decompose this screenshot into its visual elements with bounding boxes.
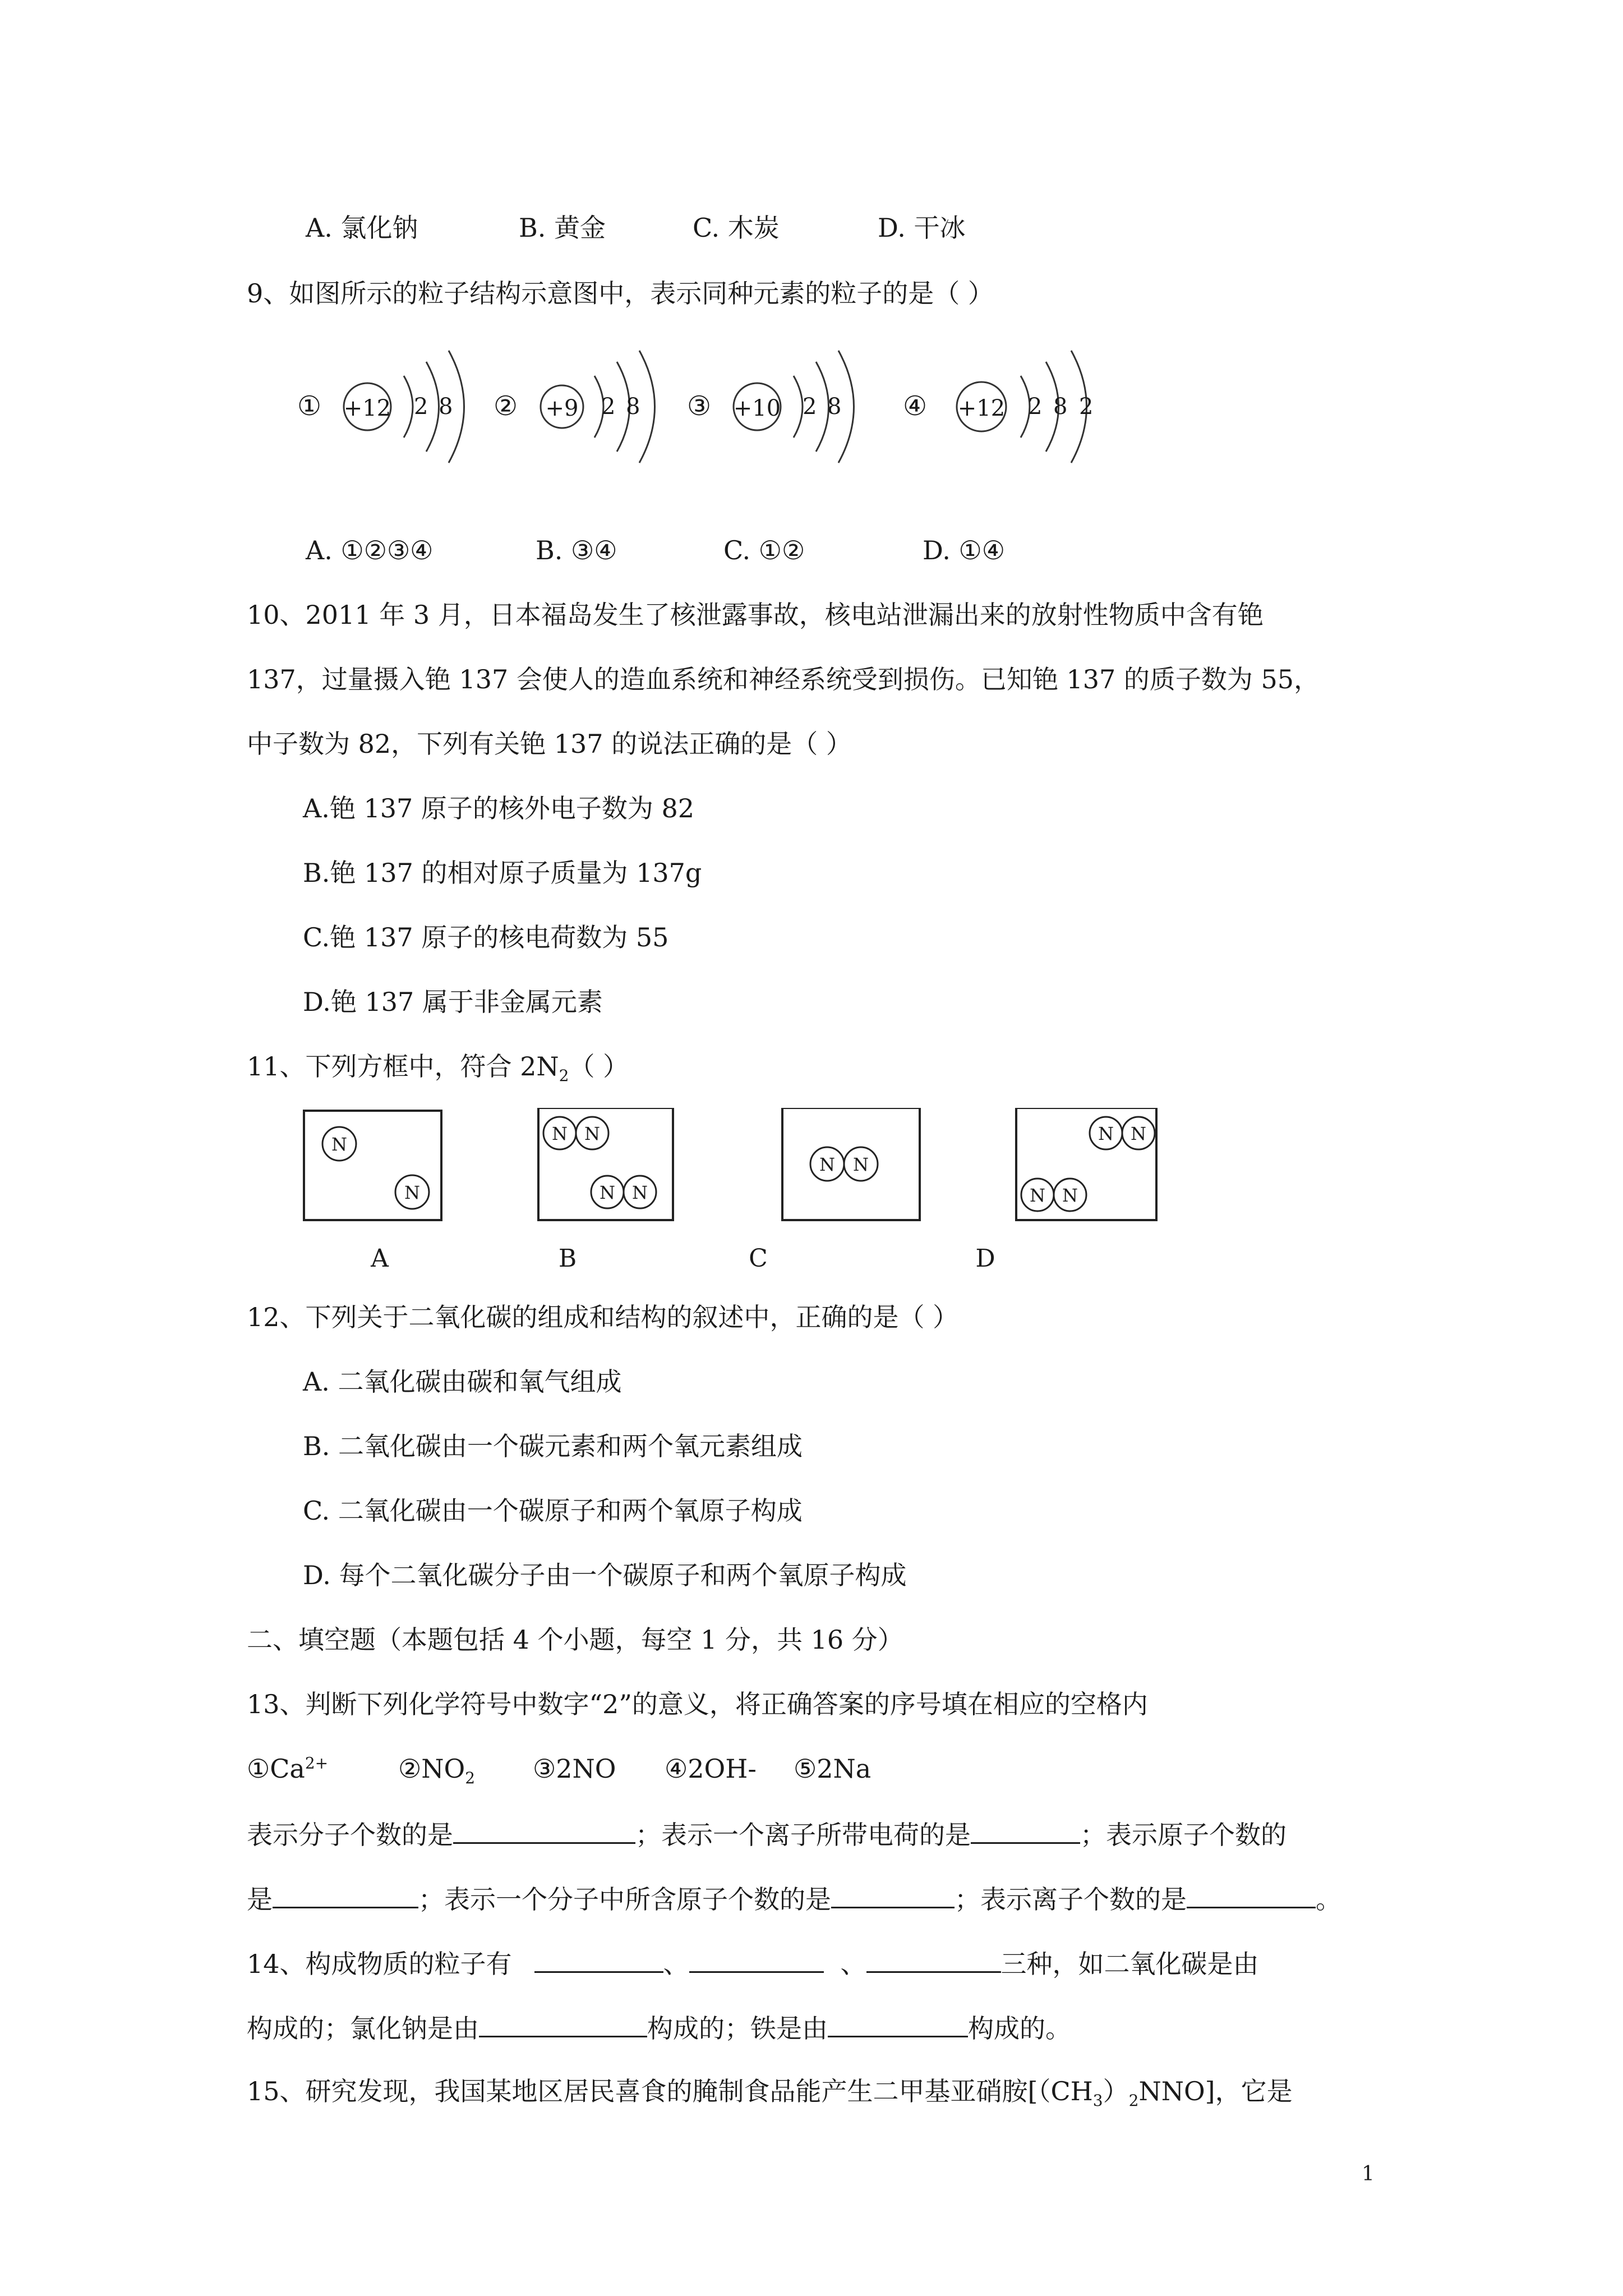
q14-text-1a: 14、构成物质的粒子有: [247, 1949, 512, 1979]
q15-mid: ）: [1103, 2076, 1129, 2106]
atom-label: N: [1098, 1123, 1114, 1144]
q13-symbol-2: [398, 1753, 476, 1788]
atom-label: N: [584, 1123, 600, 1144]
diagram-marker-2: ②: [494, 390, 518, 422]
q12-option-b: B. 二氧化碳由一个碳元素和两个氧元素组成: [303, 1431, 803, 1461]
q8-option-d: D. 干冰: [878, 213, 966, 243]
q8-option-b: B. 黄金: [519, 213, 606, 243]
q8-option-a: A. 氯化钠: [306, 213, 418, 243]
q13-symbol-2-base: ②NO: [398, 1754, 465, 1784]
q13-answer-blank-5[interactable]: [1187, 1882, 1316, 1908]
q10-option-c: C.铯 137 原子的核电荷数为 55: [303, 922, 669, 953]
q15-subscript-1: 3: [1092, 2091, 1103, 2110]
shell-2-2: 8: [626, 394, 640, 420]
shell-4-2: 8: [1053, 394, 1068, 420]
shell-3-2: 8: [827, 394, 842, 420]
q13-answer-blank-4[interactable]: [831, 1882, 955, 1908]
q13-text-1c: ；表示原子个数的: [1080, 1820, 1287, 1850]
q13-answer-blank-3[interactable]: [273, 1882, 418, 1908]
q14-sep-1: 、: [663, 1949, 689, 1979]
q15-prefix: 15、研究发现，我国某地区居民喜食的腌制食品能产生二甲基亚硝胺[（CH: [247, 2076, 1093, 2106]
shell-4-3: 2: [1079, 394, 1094, 420]
atom-label: N: [632, 1182, 648, 1203]
q8-option-c: C. 木炭: [693, 213, 780, 243]
atom-label: N: [1062, 1185, 1078, 1206]
page-number: 1: [1362, 2162, 1375, 2185]
q13-symbol-2-subscript: 2: [465, 1769, 476, 1788]
q12-stem: 12、下列关于二氧化碳的组成和结构的叙述中，正确的是（ ）: [247, 1302, 959, 1332]
particle-diagram-4: [903, 351, 1093, 463]
q10-line-1: 10、2011 年 3 月，日本福岛发生了核泄露事故，核电站泄漏出来的放射性物质中含有铯: [247, 600, 1264, 630]
q9-option-b: B. ③④: [536, 535, 617, 565]
atom-label: N: [552, 1123, 568, 1144]
atom-label: N: [600, 1182, 615, 1203]
particle-diagram-1: [297, 351, 464, 463]
shell-1-2: 8: [439, 394, 453, 420]
q13-answer-blank-2[interactable]: [971, 1818, 1080, 1844]
q13-symbol-5: ⑤2Na: [794, 1754, 872, 1784]
q10-option-a: A.铯 137 原子的核外电子数为 82: [303, 793, 695, 823]
q13-text-2c: ；表示离子个数的是: [955, 1884, 1187, 1915]
q13-text-2b: ；表示一个分子中所含原子个数的是: [418, 1884, 831, 1915]
q13-text-1b: ；表示一个离子所带电荷的是: [635, 1820, 971, 1850]
q11-stem-subscript: 2: [559, 1066, 569, 1085]
q14-answer-blank-1[interactable]: [534, 1947, 663, 1973]
q14-text-2a: 构成的；氯化钠是由: [247, 2013, 479, 2044]
q13-answer-blank-1[interactable]: [453, 1818, 635, 1844]
q12-option-a: A. 二氧化碳由碳和氧气组成: [303, 1366, 622, 1397]
box-label-b: B: [558, 1244, 577, 1273]
box-d: [1016, 1108, 1156, 1220]
q13-text-1a: 表示分子个数的是: [247, 1820, 453, 1850]
q10-option-d: D.铯 137 属于非金属元素: [303, 987, 603, 1017]
atom-label: N: [404, 1182, 420, 1203]
q13-fill-line-2: [247, 1882, 1341, 1915]
q15-suffix: NNO]，它是: [1138, 2076, 1293, 2106]
q9-option-a: A. ①②③④: [306, 535, 434, 565]
q13-stem: 13、判断下列化学符号中数字“2”的意义，将正确答案的序号填在相应的空格内: [247, 1689, 1148, 1719]
q9-stem: 9、如图所示的粒子结构示意图中，表示同种元素的粒子的是（ ）: [247, 278, 994, 309]
shell-2-1: 2: [601, 394, 616, 420]
q11-stem: [247, 1051, 629, 1085]
atom-label: N: [331, 1134, 347, 1155]
q13-symbol-1: [247, 1753, 328, 1784]
q10-line-3: 中子数为 82，下列有关铯 137 的说法正确的是（ ）: [247, 729, 852, 759]
box-c: [782, 1108, 920, 1220]
q14-sep-2: 、: [840, 1949, 866, 1979]
diagram-marker-1: ①: [297, 390, 322, 422]
box-label-a: A: [371, 1244, 389, 1273]
atom-label: N: [853, 1154, 869, 1175]
q11-stem-suffix: （ ）: [569, 1051, 629, 1082]
q15-line-1: [247, 2076, 1293, 2110]
particle-diagram-3: [687, 351, 854, 463]
atom-label: N: [819, 1154, 835, 1175]
q11-molecule-boxes: [297, 1108, 1195, 1282]
q10-option-b: B.铯 137 的相对原子质量为 137g: [303, 858, 702, 888]
q13-text-2d: 。: [1316, 1884, 1341, 1915]
atom-label: N: [1131, 1123, 1146, 1144]
q13-symbol-4: ④2OH-: [665, 1754, 757, 1784]
q9-option-c: C. ①②: [723, 535, 805, 565]
shell-3-1: 2: [803, 394, 817, 420]
q9-particle-diagrams: [292, 337, 1133, 482]
q14-answer-blank-4[interactable]: [479, 2011, 647, 2037]
q14-text-2c: 构成的。: [968, 2013, 1071, 2044]
box-label-c: C: [749, 1244, 768, 1273]
q12-option-c: C. 二氧化碳由一个碳原子和两个氧原子构成: [303, 1496, 803, 1526]
shell-4-1: 2: [1028, 394, 1043, 420]
box-b: [538, 1108, 673, 1220]
q14-text-1b: 三种，如二氧化碳是由: [1000, 1949, 1259, 1979]
particle-diagram-2: [494, 351, 655, 463]
q13-symbol-1-charge: 2+: [305, 1754, 329, 1773]
nucleus-label-4: +12: [957, 395, 1006, 421]
q12-option-d: D. 每个二氧化碳分子由一个碳原子和两个氧原子构成: [303, 1560, 907, 1590]
q9-option-d: D. ①④: [923, 535, 1005, 565]
box-label-d: D: [975, 1244, 995, 1273]
q14-line-1: [247, 1947, 1259, 1980]
q13-symbol-1-base: ①Ca: [247, 1754, 305, 1784]
q14-answer-blank-3[interactable]: [866, 1947, 1001, 1973]
q13-symbol-3: ③2NO: [533, 1754, 616, 1784]
q14-line-2: [247, 2011, 1071, 2044]
nucleus-label-1: +12: [343, 395, 391, 421]
nucleus-label-3: +10: [733, 395, 781, 421]
section-heading: 二、填空题（本题包括 4 个小题，每空 1 分，共 16 分）: [247, 1625, 903, 1655]
q11-stem-prefix: 11、下列方框中，符合 2N: [247, 1051, 559, 1082]
diagram-marker-3: ③: [687, 390, 712, 422]
q14-answer-blank-2[interactable]: [689, 1947, 824, 1973]
nucleus-label-2: +9: [545, 395, 579, 421]
diagram-marker-4: ④: [903, 390, 928, 422]
q10-line-2: 137，过量摄入铯 137 会使人的造血系统和神经系统受到损伤。已知铯 137 的质子数为 55，: [247, 664, 1320, 694]
shell-1-1: 2: [414, 394, 428, 420]
q13-text-2a: 是: [247, 1884, 273, 1915]
q15-subscript-2: 2: [1128, 2091, 1139, 2110]
q13-fill-line-1: [247, 1818, 1287, 1851]
box-a: [304, 1111, 441, 1220]
q14-text-2b: 构成的；铁是由: [647, 2013, 828, 2044]
q14-answer-blank-5[interactable]: [828, 2011, 968, 2037]
atom-label: N: [1030, 1185, 1045, 1206]
